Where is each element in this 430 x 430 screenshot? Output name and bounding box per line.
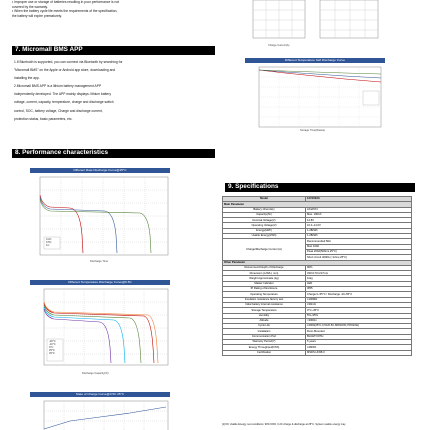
state-of-charge-svg bbox=[30, 399, 170, 430]
state-of-charge-chart bbox=[30, 392, 170, 430]
table-cell: Operating Voltage(V) bbox=[223, 223, 306, 228]
table-cell: Floor-Mounted bbox=[306, 329, 412, 334]
rate-discharge-svg bbox=[30, 175, 170, 261]
table-cell: Max. 100Ah bbox=[306, 212, 412, 217]
legend-item: 0.5C bbox=[46, 241, 52, 244]
legend-item: -10°C bbox=[49, 343, 56, 346]
table-cell: Weight Approximate (kg) bbox=[223, 276, 306, 281]
legend-item: 0°C bbox=[49, 346, 54, 349]
table-cell: 1.28kWh bbox=[306, 228, 412, 233]
axis-label: Charge Current(A) bbox=[268, 44, 290, 47]
table-cell: Humidity bbox=[223, 313, 306, 318]
table-cell: Certification bbox=[223, 350, 306, 355]
table-cell: Usable Energy(kWh) bbox=[223, 234, 306, 239]
axis-label: Discharge Capacity(%) bbox=[82, 372, 109, 375]
table-cell: Nominal Voltage(V) bbox=[223, 218, 306, 223]
table-cell: Cycle Life bbox=[223, 324, 306, 329]
axis-label: Discharge Time bbox=[90, 260, 109, 263]
table-cell: Charge/Discharge Current (A) bbox=[223, 239, 306, 260]
table-row bbox=[223, 350, 412, 355]
table-cell: Energy(kWh) bbox=[223, 228, 306, 233]
charge-value: 200A(500ms,25°C) bbox=[313, 250, 337, 254]
axis-label: Storage Time(Weeks) bbox=[300, 129, 326, 132]
paragraph-line: 1.If Bluetooth is supported, you can connect via Bluetooth by searching for bbox=[14, 60, 123, 64]
paragraph-line: protection status, basic parameters, etc. bbox=[14, 116, 73, 121]
paragraph-line: 2.Micromall BMS APP is a lithium battery management APP bbox=[14, 84, 102, 89]
table-cell: LiFePO4 bbox=[306, 207, 412, 212]
paragraph-line: "Micromall BMS" on the Apple or Android app store, downloading and bbox=[14, 68, 116, 73]
section-7-heading: 7. Micromall BMS APP bbox=[12, 46, 215, 55]
table-cell: IP Rating of Enclosure bbox=[223, 287, 306, 292]
table-cell: Warranty Period(Y) bbox=[223, 340, 306, 345]
table-cell: Insulation resistance factory test bbox=[223, 297, 306, 302]
table-cell: 0°C~35°C bbox=[306, 308, 412, 313]
table-cell: IP65 bbox=[306, 287, 412, 292]
paragraph-line: control, SOC, battery voltage, Charge and discharge current, bbox=[14, 108, 103, 113]
charge-key: Short circuit bbox=[307, 255, 322, 259]
table-cell: Dimension (L/W/H, mm) bbox=[223, 271, 306, 276]
table-cell: 11kg bbox=[306, 276, 412, 281]
section-8-heading: 8. Performance characteristics bbox=[12, 149, 215, 158]
table-cell: Energy Throughput(KWh) bbox=[223, 345, 306, 350]
table-cell: Storage Temperature bbox=[223, 308, 306, 313]
specifications-table bbox=[222, 196, 412, 356]
legend-item: 45°C bbox=[49, 352, 55, 355]
rate-discharge-chart bbox=[30, 168, 170, 268]
self-discharge-chart bbox=[245, 58, 385, 138]
table-cell: 10.0~14.6V bbox=[306, 223, 412, 228]
top-left-partial-chart bbox=[250, 0, 380, 50]
legend-item: 0.2C bbox=[46, 238, 52, 241]
charge-value: 4000A (<12ms,25°C) bbox=[321, 255, 348, 259]
partial-chart-svg bbox=[250, 0, 380, 50]
spec-footnote: [1] DC Usable Energy, test conditions: 90% DOD, 0.2C charge & discharge at 25°C, System usable energy may bbox=[222, 423, 346, 426]
table-cell: <2000m bbox=[306, 318, 412, 323]
warning-line: • When the battery cycle life meets the requirements of the specification, bbox=[12, 9, 118, 14]
legend-item: 1C bbox=[46, 244, 50, 247]
temperature-discharge-chart bbox=[30, 280, 170, 380]
table-cell: 5%~95% bbox=[306, 313, 412, 318]
table-cell: 1.28kWh bbox=[306, 234, 412, 239]
charge-key: Recommended bbox=[307, 239, 326, 243]
table-cell: Operating Temperature bbox=[223, 292, 306, 297]
paragraph-line: independently developed. The APP mainly displays: lithium battery bbox=[14, 92, 112, 97]
other-parameters bbox=[223, 265, 412, 355]
paragraph-line: installing the app. bbox=[14, 76, 40, 81]
paragraph-line: voltage, current, capacity, temperature, charge and discharge switch bbox=[14, 100, 114, 105]
warning-list bbox=[12, 0, 212, 18]
table-cell: 5 years bbox=[306, 340, 412, 345]
table-cell: BLUETOOTH bbox=[306, 334, 412, 339]
warning-line: the battery will expire prematurely. bbox=[12, 13, 62, 18]
table-cell: 12V100Ah bbox=[306, 197, 412, 202]
chart-legend bbox=[46, 238, 51, 247]
table-cell: Capacity(Ah) bbox=[223, 212, 306, 217]
table-cell: 90% bbox=[306, 265, 412, 270]
table-cell: Installation bbox=[223, 329, 306, 334]
table-section-header: Main Parameter bbox=[223, 202, 412, 207]
charge-value: 100A bbox=[312, 245, 320, 249]
table-cell: 12.8V bbox=[306, 218, 412, 223]
table-cell: Communication Port bbox=[223, 334, 306, 339]
legend-item: -20°C bbox=[49, 340, 56, 343]
warning-line: • Improper use or storage of batteries resulting in poor performance is not bbox=[12, 0, 120, 4]
table-cell: Master Indicator bbox=[223, 281, 306, 286]
table-cell: LED bbox=[306, 281, 412, 286]
self-discharge-svg bbox=[245, 65, 385, 138]
table-cell: ≥4000(25°C,0.5C/0.5C,80%DOD,70%SOH) bbox=[306, 324, 412, 329]
table-cell: MSDS,UN38.3 bbox=[306, 350, 412, 355]
section-7-body bbox=[14, 58, 214, 123]
table-cell: Altitude bbox=[223, 318, 306, 323]
table-cell: Recommend Depth of Discharge bbox=[223, 265, 306, 270]
chart-legend bbox=[49, 340, 56, 355]
section-9-heading: 9. Specifications bbox=[225, 183, 415, 192]
warning-line: covered by the warranty. bbox=[12, 4, 48, 9]
table-cell: ≥100MΩ bbox=[306, 297, 412, 302]
table-cell: Model bbox=[223, 197, 306, 202]
table-cell: Battery Chemistry bbox=[223, 207, 306, 212]
chart-title: Different Rate Discharge Curve@25°C bbox=[30, 168, 170, 173]
charge-key: Max bbox=[307, 245, 313, 249]
table-cell: ≥4MWh bbox=[306, 345, 412, 350]
table-cell: Charge 0~55°C / Discharge -20~55°C bbox=[306, 292, 412, 297]
chart-title: Different Temperature Discharge Curve@0.5C bbox=[30, 280, 170, 285]
temperature-discharge-svg bbox=[30, 287, 170, 373]
charge-value: 50A bbox=[325, 239, 331, 243]
charge-key: Peak bbox=[307, 250, 314, 254]
table-cell: ≤30mΩ bbox=[306, 302, 412, 307]
legend-item: 25°C bbox=[49, 349, 55, 352]
table-cell: Initial battery internal resistance bbox=[223, 302, 306, 307]
table-section-header: Other Parameter bbox=[223, 260, 412, 265]
chart-title: State of Charge Curve@0.5C 25°C bbox=[30, 392, 170, 397]
table-cell: 330×173×217mm bbox=[306, 271, 412, 276]
chart-title: Different Temperature Self Discharge Curve bbox=[245, 58, 385, 63]
